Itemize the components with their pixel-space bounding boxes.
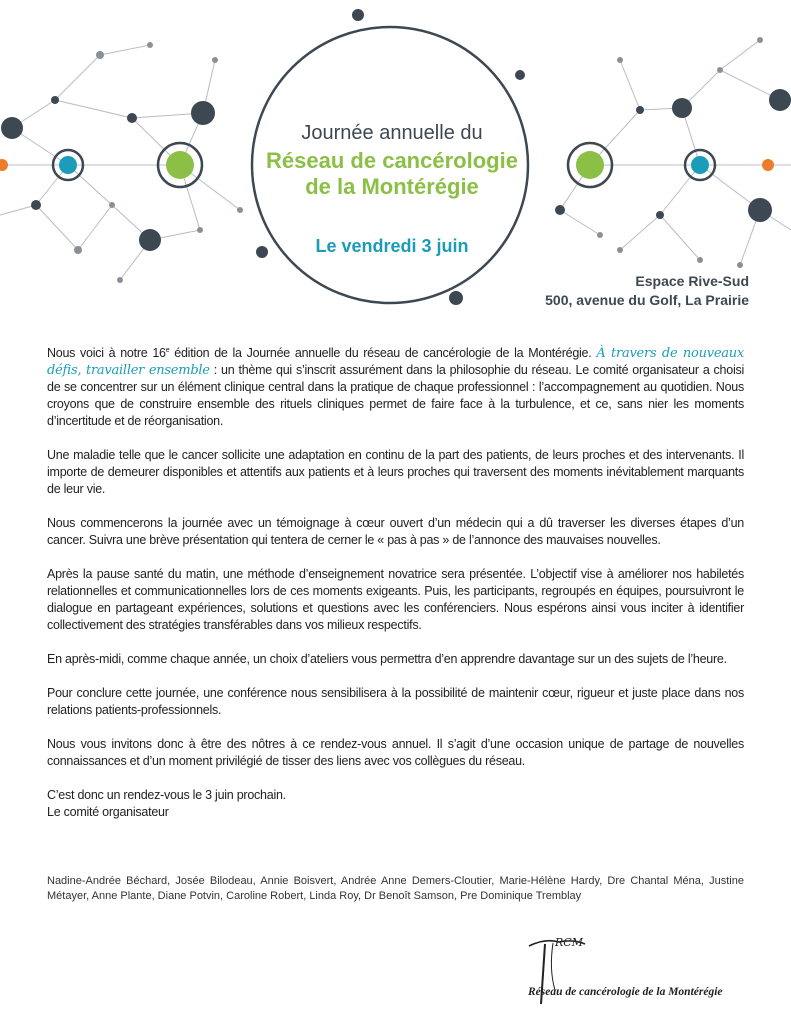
event-title-line3: de la Montérégie	[305, 174, 479, 199]
closing	[47, 787, 744, 821]
venue-address: 500, avenue du Golf, La Prairie	[545, 292, 749, 308]
venue-name: Espace Rive-Sud	[635, 273, 749, 289]
paragraph-6: Pour conclure cette journée, une conférence nous sensibilisera à la possibilité de maintenir cœur, rigueur et juste place dans nos relations patients-professionnels.	[47, 686, 744, 717]
logo-name: Réseau de cancérologie de la Montérégie	[528, 986, 723, 998]
paragraph-7: Nous vous invitons donc à être des nôtres à ce rendez-vous annuel. Il s’agit d’une occasion unique de partage de nouvelles connaissances et d’un moment privilégié de tisser des liens avec vos collègues du réseau.	[47, 737, 744, 768]
event-theme: À travers de nouveaux défis, travailler ensemble	[47, 346, 744, 378]
event-title-line2: Réseau de cancérologie	[266, 148, 518, 173]
paragraph-5: En après-midi, comme chaque année, un choix d’ateliers vous permettra d’en apprendre davantage sur un des sujets de l’heure.	[47, 652, 727, 666]
event-date: Le vendredi 3 juin	[315, 236, 469, 256]
paragraph-2: Une maladie telle que le cancer sollicite une adaptation en continu de la part des patients, de leurs proches et des intervenants. Il importe de demeurer disponibles et attentifs aux patients et à leurs proches qui traversent des moments inévitablement marquants de leur vie.	[47, 448, 744, 496]
svg-text:RCM: RCM	[555, 936, 583, 949]
paragraph-4: Après la pause santé du matin, une méthode d’enseignement novatrice sera présentée. L’objectif vise à améliorer nos habiletés relationnelles et communicationnelles lors de ces moments exigeants. Puis, les participants, regroupés en équipes, poursuivront le dialogue en partageant expériences, solutions et questions avec les conférenciers. Nous espérons ainsi vous inciter à identifier collectivement des stratégies transférables dans vos milieux respectifs.	[47, 567, 744, 632]
closing-line1: C’est donc un rendez-vous le 3 juin prochain.	[47, 788, 286, 802]
closing-signature: Le comité organisateur	[47, 805, 169, 819]
committee-names: Nadine-Andrée Béchard, Josée Bilodeau, Annie Boisvert, Andrée Anne Demers-Cloutier, Marie-Hélène Hardy, Dre Chantal Ména, Justine Métayer, Anne Plante, Diane Potvin, Caroline Robert, Linda Roy, Dr Benoît Samson, Pre Dominique Tremblay	[47, 875, 744, 902]
paragraph-3: Nous commencerons la journée avec un témoignage à cœur ouvert d’un médecin qui a dû traverser les diverses étapes d’un cancer. Suivra une brève présentation qui tentera de cerner le « pas à pas » de l’annonce des mauvaises nouvelles.	[47, 516, 744, 547]
venue-block	[545, 272, 749, 310]
event-title-network	[192, 148, 592, 200]
event-title-line1: Journée annuelle du	[301, 122, 483, 144]
paragraph-intro: Nous voici à notre 16e édition de la Journée annuelle du réseau de cancérologie de la Montérégie. À travers de nouveaux défis, travailler ensemble : un thème qui s’inscrit assurément dans la philosophie du réseau. Le comité organisateur a choisi de se concentrer sur un élément clinique central dans la pratique de chaque professionnel : l’accompagnement au quotidien. Nous croyons que de construire ensemble des rituels cliniques permet de faire face à la turbulence, et ce, sans nier les moments d’incertitude et de réorganisation.	[47, 346, 744, 428]
letter-body	[47, 345, 744, 821]
rcm-logo-icon	[515, 930, 775, 1010]
